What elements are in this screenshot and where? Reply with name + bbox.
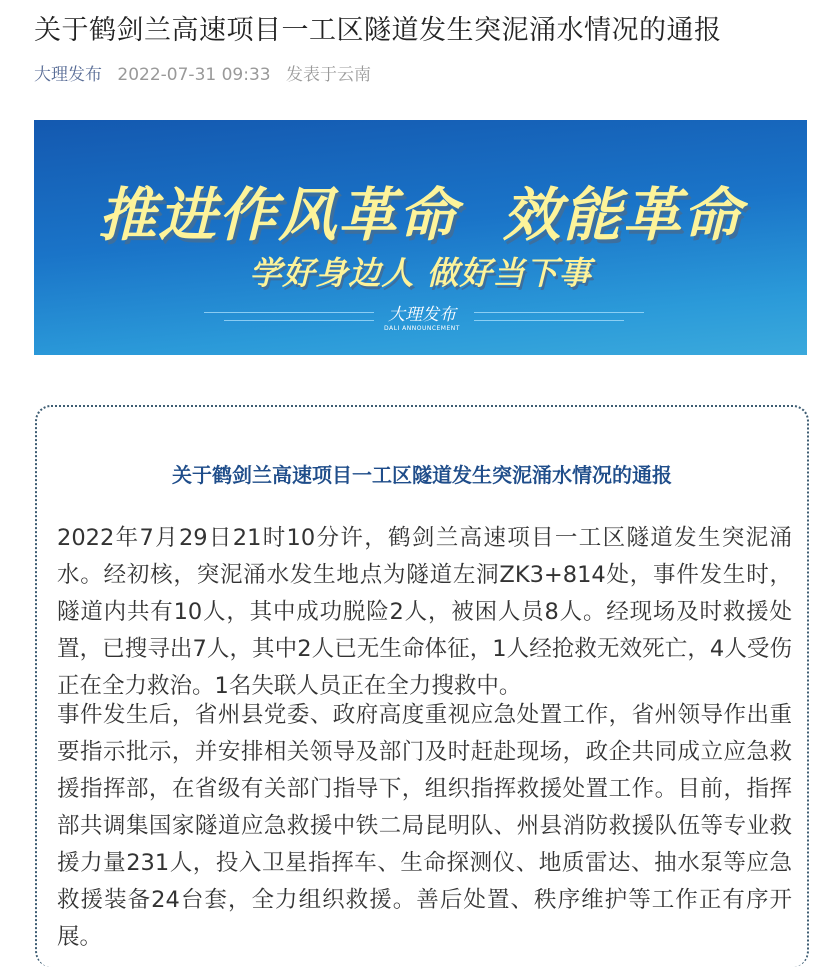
divider (474, 312, 644, 313)
divider (224, 320, 374, 321)
notice-heading: 关于鹤剑兰高速项目一工区隧道发生突泥涌水情况的通报 (172, 463, 672, 487)
banner-logo (384, 300, 460, 332)
logo-name: 大理发布 (387, 305, 456, 325)
paragraph: 2022年7月29日21时10分许，鹤剑兰高速项目一工区隧道发生突泥涌水。经初核，突泥涌水发生地点为隧道左洞ZK3+814处，事件发生时，隧道内共有10人，其中成功脱险2人，被困人员8人。经现场及时救援处置，已搜寻出7人，其中2人已无生命体征，1人经抢救无效死亡，4人受伤正在全力救治。1名失联人员正在全力搜救中。 (57, 525, 792, 699)
paragraph: 事件发生后，省州县党委、政府高度重视应急处置工作，省州领导作出重要指示批示，并安排相关领导及部门及时赶赴现场，政企共同成立应急救援指挥部，在省级有关部门指导下，组织指挥救援处置工作。目前，指挥部共调集国家隧道应急救援中铁二局昆明队、州县消防救援队伍等专业救援力量231人，投入卫星指挥车、生命探测仪、地质雷达、抽水泵等应急救援装备24台套，全力组织救援。善后处置、秩序维护等工作正有序开展。 (57, 702, 792, 950)
source-account-link[interactable]: 大理发布 (34, 65, 102, 85)
publish-location: 发表于云南 (286, 65, 372, 85)
banner-slogan-1: 推进作风革命 效能革命 (98, 181, 743, 249)
divider (474, 320, 624, 321)
article-title: 关于鹤剑兰高速项目一工区隧道发生突泥涌水情况的通报 (34, 15, 722, 46)
notice-box (35, 405, 809, 967)
banner-slogan-2: 学好身边人 做好当下事 (249, 254, 592, 292)
banner-image (34, 120, 807, 355)
logo-en: DALI ANNOUNCEMENT (384, 325, 460, 332)
article-meta (34, 60, 371, 85)
publish-datetime: 2022-07-31 09:33 (117, 65, 271, 85)
divider (204, 312, 374, 313)
